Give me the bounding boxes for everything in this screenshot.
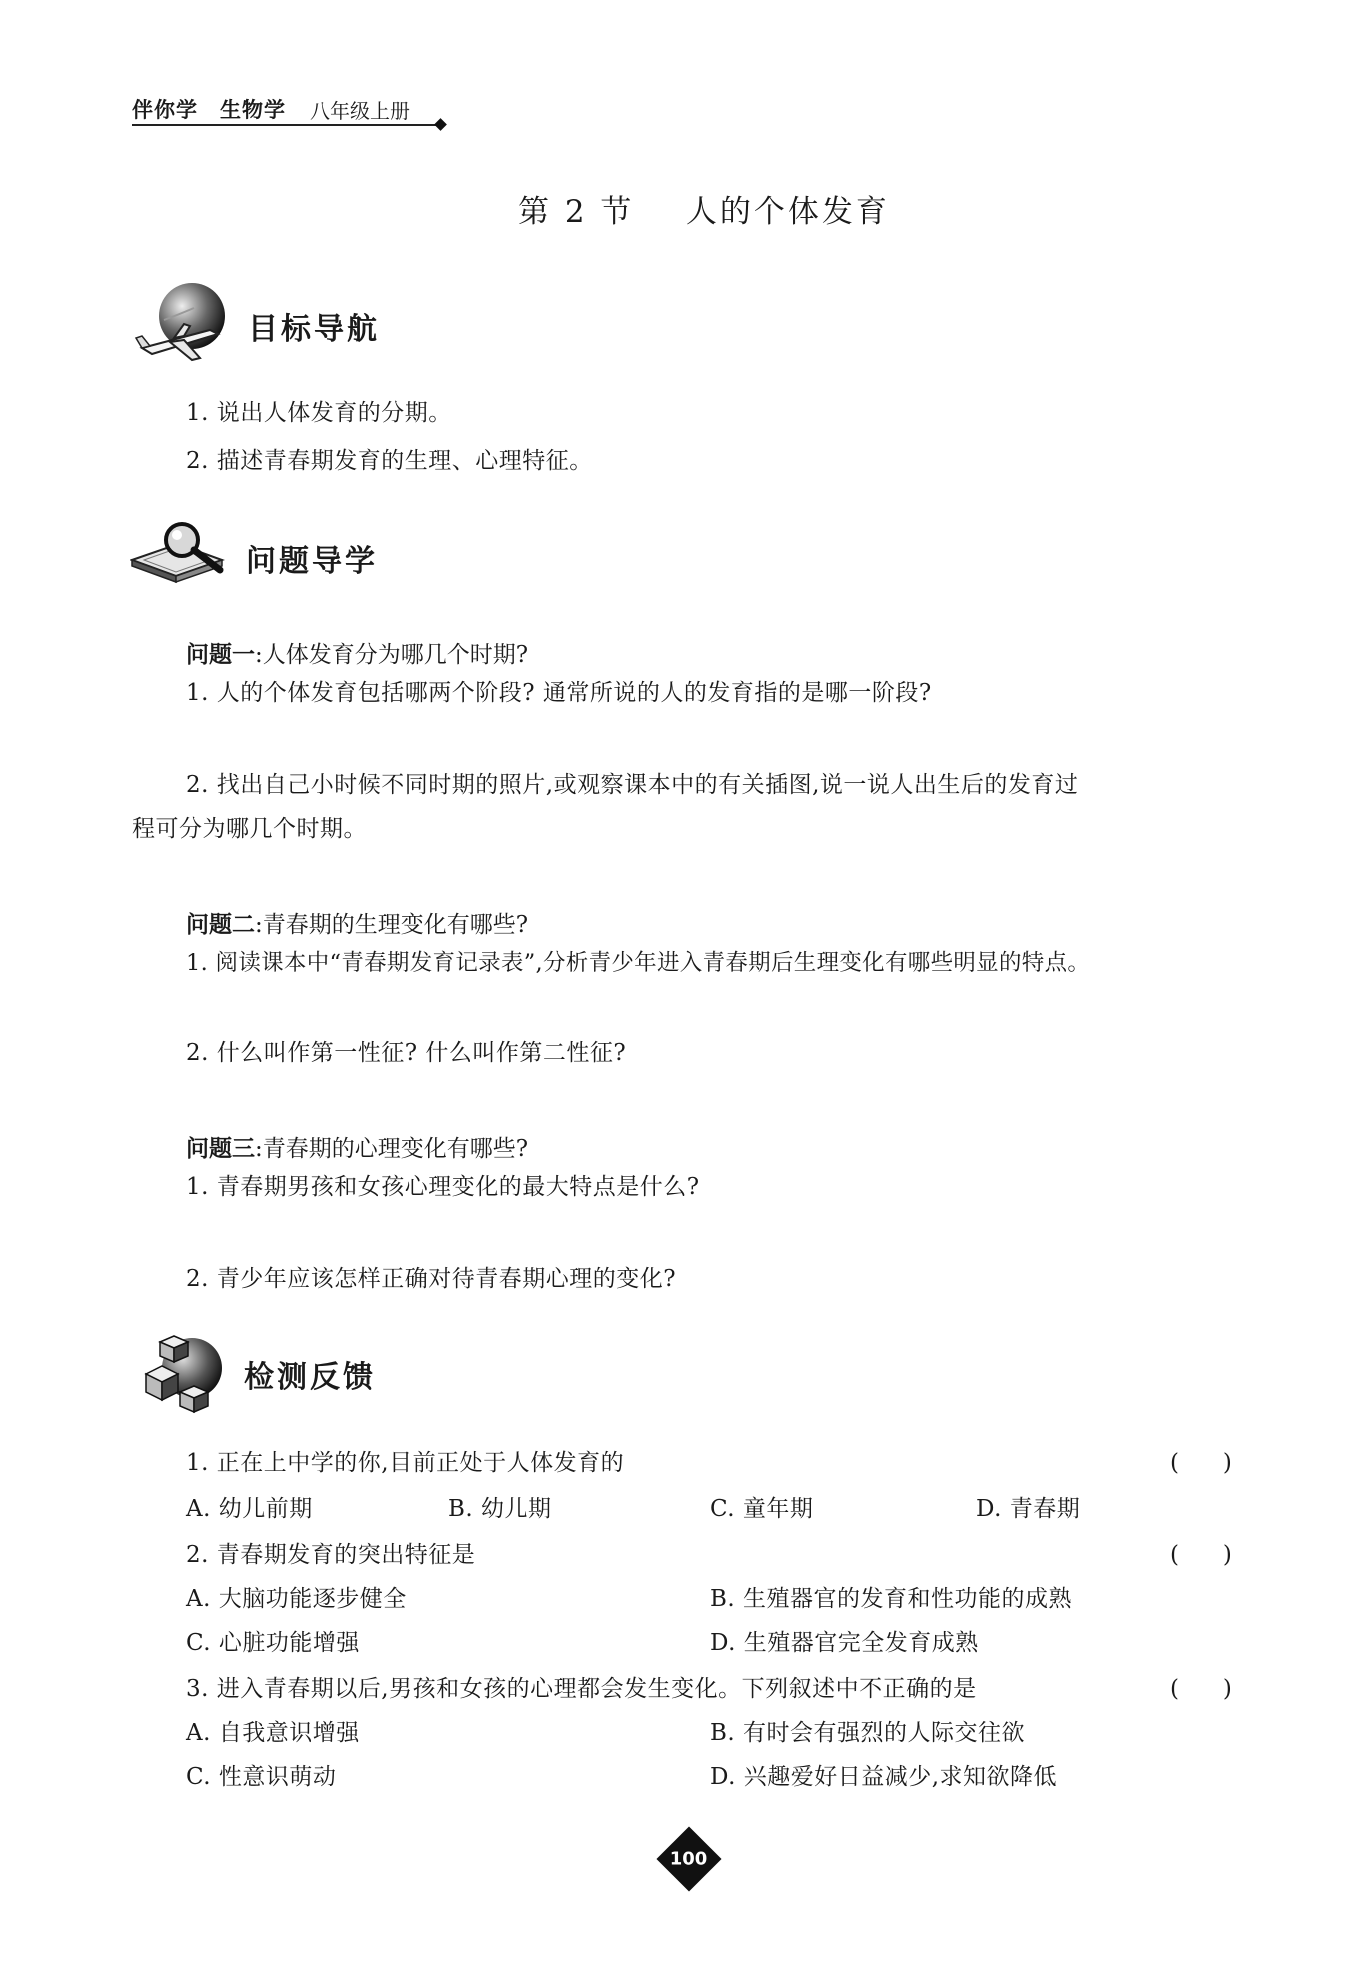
test-option: A. 大脑功能逐步健全 [186,1586,407,1612]
test-option: C. 性意识萌动 [186,1764,337,1790]
question-heading-label: 问题一 [186,642,255,668]
test-option: C. 心脏功能增强 [186,1630,360,1656]
guide-item: 2. 找出自己小时候不同时期的照片,或观察课本中的有关插图,说一说人出生后的发育过 [186,772,1079,798]
guide-item: 1. 人的个体发育包括哪两个阶段? 通常所说的人的发育指的是哪一阶段? [186,680,932,706]
question-heading-2 [186,906,528,939]
guide-item: 1. 青春期男孩和女孩心理变化的最大特点是什么? [186,1174,700,1200]
section-title-guide: 问题导学 [246,544,378,579]
test-option: A. 自我意识增强 [186,1720,360,1746]
goal-item: 1. 说出人体发育的分期。 [186,400,452,426]
guide-item: 1. 阅读课本中“青春期发育记录表”,分析青少年进入青春期后生理变化有哪些明显的特点。 [186,950,1091,976]
question-heading-3 [186,1130,528,1163]
page-title: 第 2 节 人的个体发育 [518,194,890,230]
goal-item: 2. 描述青春期发育的生理、心理特征。 [186,448,593,474]
question-heading-1 [186,636,528,669]
answer-blank: ( ) [1170,1676,1232,1702]
question-heading-text: :人体发育分为哪几个时期? [255,642,529,668]
header-rule [132,124,438,126]
test-option: C. 童年期 [710,1496,814,1522]
page-number-text: 100 [670,1848,708,1870]
question-heading-text: :青春期的心理变化有哪些? [255,1136,529,1162]
test-option: B. 幼儿期 [448,1496,552,1522]
answer-blank: ( ) [1170,1450,1232,1476]
airplane-globe-icon [134,278,234,370]
header-series: 伴你学 [132,98,198,122]
guide-item-continuation: 程可分为哪几个时期。 [132,816,367,842]
section-title-goals: 目标导航 [248,312,380,347]
question-heading-text: :青春期的生理变化有哪些? [255,912,529,938]
test-option: D. 生殖器官完全发育成熟 [710,1630,979,1656]
page-number [656,1826,721,1891]
test-option: D. 兴趣爱好日益减少,求知欲降低 [710,1764,1058,1790]
test-option: B. 生殖器官的发育和性功能的成熟 [710,1586,1073,1612]
test-option: D. 青春期 [976,1496,1081,1522]
test-option: B. 有时会有强烈的人际交往欲 [710,1720,1026,1746]
answer-blank: ( ) [1170,1542,1232,1568]
question-heading-label: 问题三 [186,1136,255,1162]
magnifier-icon [130,518,230,588]
running-header [132,94,452,128]
section-title-test: 检测反馈 [244,1360,376,1395]
test-question-stem: 1. 正在上中学的你,目前正处于人体发育的 [186,1450,625,1476]
test-question-stem: 3. 进入青春期以后,男孩和女孩的心理都会发生变化。下列叙述中不正确的是 [186,1676,977,1702]
guide-item: 2. 什么叫作第一性征? 什么叫作第二性征? [186,1040,627,1066]
header-grade: 八年级上册 [310,99,410,123]
test-option: A. 幼儿前期 [186,1496,313,1522]
guide-item: 2. 青少年应该怎样正确对待青春期心理的变化? [186,1266,677,1292]
cubes-globe-icon [140,1334,230,1416]
header-subject: 生物学 [220,98,286,122]
test-question-stem: 2. 青春期发育的突出特征是 [186,1542,476,1568]
question-heading-label: 问题二 [186,912,255,938]
